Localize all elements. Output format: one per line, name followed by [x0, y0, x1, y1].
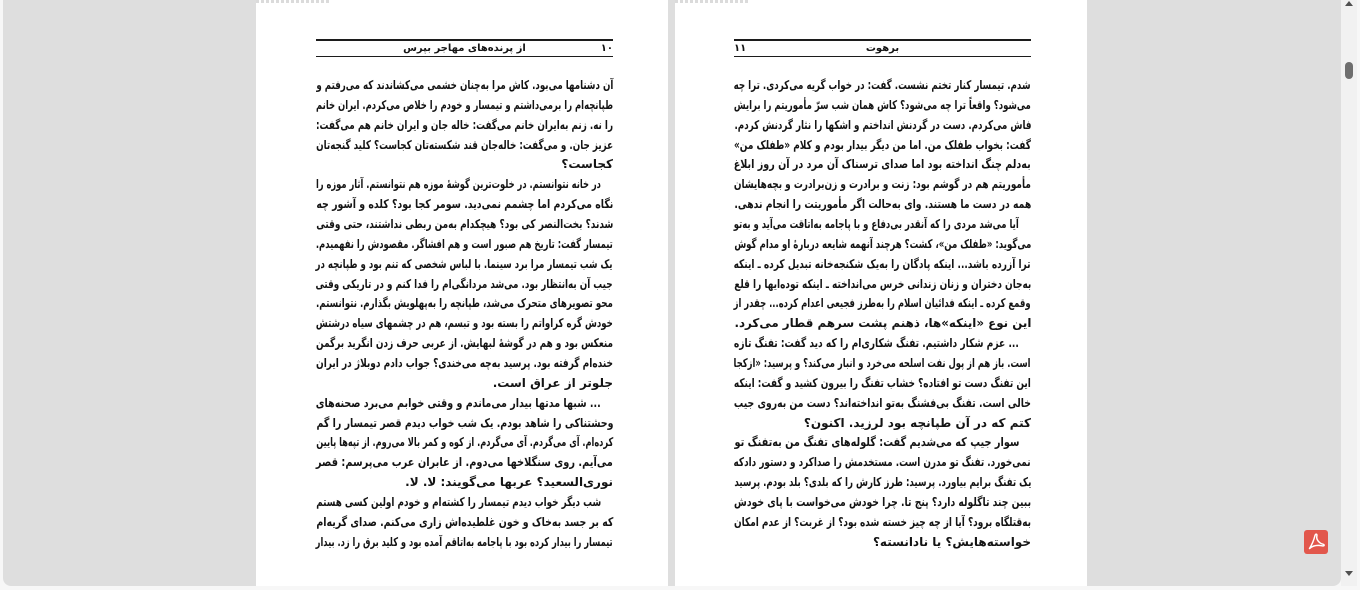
text-line-content: می‌شود؟ واقعاً ترا چه می‌شود؟ کاش همان شب سرّ مأموریتم را برایش [734, 97, 1031, 112]
text-line-content: که بر جسد به‌خاک و خون غلطیده‌اش زاری می‌کنم. صدای گریه‌ام [316, 514, 613, 529]
text-line [734, 433, 1031, 453]
text-line [316, 414, 613, 434]
text-line-content: همه در دست ما هستند. وای به‌حالت اگر مأموریتت را انجام ندهی. [734, 197, 1031, 212]
text-line [734, 314, 1031, 334]
text-line-content: را نه. زنم به‌ایران خانم می‌گفت: خاله جان و ایران خانم هم می‌گفت: [316, 117, 613, 132]
scroll-down-arrow-icon[interactable] [1345, 571, 1353, 576]
pdf-viewer-canvas [3, 0, 1341, 586]
vertical-scrollbar[interactable] [1341, 0, 1357, 586]
text-line-content: ببین چند تاگلوله دارد؟ پنج تا. چرا خودش می‌خواست با پای خودش [734, 495, 1031, 510]
text-line-content: خودش گره کراواتم را بسته بود و تبسم، هم در چشمهای سیاه درشتش [316, 316, 613, 331]
text-line-content: شدند؟ بخت‌النصر کی بود؟ هیچکدام به‌من ربطی نداشتند، حتی وقتی [316, 217, 613, 232]
text-line-content: گفت: بخواب طفلک من. اما من دیگر بیدار بودم و کلام «طفلک من» [734, 137, 1031, 152]
text-line [734, 215, 1031, 235]
text-line [316, 294, 613, 314]
text-line [734, 136, 1031, 156]
page-watermark [675, 0, 748, 3]
text-line-content: جلوتر از عراق است. [492, 375, 613, 390]
text-line-content: خنده‌ام گرفته بود. پرسید به‌چه می‌خندی؟ جواب دادم دوبلاژ در ایران [316, 356, 613, 371]
text-line-content: خواسته‌هایش؟ یا نادانسته؟ [872, 534, 1031, 549]
text-line-content: محو تصویرهای متحرک می‌شد، طپانچه را به‌پهلویش بگذارم. نتوانستم. [316, 296, 613, 311]
text-line [734, 116, 1031, 136]
text-line-content: در خانه نتوانستم. در خلوت‌ترین گوشهٔ موزه هم نتوانستم. آثار موزه را [316, 177, 601, 192]
text-line-content: ... عزم شکار داشتیم. تفنگ شکاری‌ام را که دید گفت: تفنگ تازه [734, 336, 1019, 351]
text-line-content: به‌جان دختران و زنان زندانی خرس می‌انداخته ـ اینکه توده‌ایها را قلع [734, 276, 1031, 291]
text-line-content: کتم که در آن طپانچه بود لرزید. اکنون؟ [803, 415, 1031, 430]
text-line-content: یک شب تیمسار مرا برد سینما. با لباس شخصی که تنم بود و طپانچه در [316, 256, 613, 271]
page-right [675, 0, 1087, 586]
text-line [316, 394, 613, 414]
text-line [734, 394, 1031, 414]
text-line [316, 334, 613, 354]
running-header [734, 41, 1031, 56]
text-line-content: این نوع «اینکه»ها، ذهنم پشت سرهم قطار می‌کرد. [734, 316, 1031, 331]
text-line-content: می‌آیم. روی سنگلاخها می‌دوم. از عابران عرب می‌پرسم: قصر [316, 455, 613, 470]
text-line [316, 453, 613, 473]
text-line [316, 215, 613, 235]
text-line-content: شب دیگر خواب دیدم تیمسار را کشته‌ام و خودم اولین کسی هستم [316, 495, 601, 510]
text-line [316, 136, 613, 156]
text-line [316, 473, 613, 493]
text-line-content: است. باز هم از پول نفت اسلحه می‌خرد و انبار می‌کند؟ و پرسید: «ازکجا [734, 356, 1031, 371]
text-line [316, 493, 613, 513]
page-watermark [256, 0, 329, 3]
text-line [316, 433, 613, 453]
text-line [734, 414, 1031, 434]
text-line [316, 533, 613, 553]
text-line-content: منعکس بود و هم در گوشهٔ لبهایش. از عربی حرف زدن انگرید برگمن [316, 336, 613, 351]
text-line-content: کجاست؟ [561, 157, 613, 172]
text-line [316, 235, 613, 255]
text-line-content: نمی‌خورد. تفنگ تو مدرن است. مستخدمش را صداکرد و دستور دادکه [734, 455, 1031, 470]
page-left [256, 0, 668, 586]
text-line [734, 453, 1031, 473]
page-number: ۱۱ [734, 43, 747, 54]
text-line-content: نگاه می‌کردم اما چشمم نمی‌دید. سومر کجا بود؟ کلده و آشور چه [316, 197, 613, 212]
text-line [734, 76, 1031, 96]
header-rule-bottom [734, 56, 1031, 57]
page-number: ۱۰ [600, 43, 613, 54]
text-line [316, 116, 613, 136]
text-line [734, 533, 1031, 553]
text-line-content: مأموریتم هم در گوشم بود: زنت و برادرت و زن‌برادرت و بچه‌هایشان [734, 177, 1031, 192]
text-line [734, 275, 1031, 295]
text-line [734, 175, 1031, 195]
text-line [734, 155, 1031, 175]
text-line-content: آیا می‌شد مردی را که آنقدر بی‌دفاع و با پاجامه به‌اتاقت می‌آید و به‌تو [734, 217, 1019, 232]
text-line-content: جیب آن به‌انتظار بود. می‌شد مردانگی‌ام را فدا کنم و در تاریکی وقتی [316, 276, 613, 291]
text-line [734, 294, 1031, 314]
text-line-content: فاش می‌کردم. دست در گردنش انداختم و اشکها را نثار گردنش کردم. [734, 117, 1031, 132]
running-title: از پرنده‌های مهاجر بپرس [403, 43, 526, 54]
text-line [316, 513, 613, 533]
scroll-up-arrow-icon[interactable] [1345, 1, 1353, 6]
text-line [316, 195, 613, 215]
text-line-content: طپانچه‌ام را برمی‌داشتم و تیمسار و خودم را خلاص می‌کردم. ایران خانم [316, 97, 613, 112]
text-line [316, 76, 613, 96]
text-line-content: خالی است. تفنگ بی‌فشنگ به‌تو انداخته‌اند؟ دست من به‌روی جیب [734, 395, 1031, 410]
text-line-content: ... شبها مدتها بیدار می‌ماندم و وقتی خوابم می‌برد صحنه‌های [316, 395, 601, 410]
text-line-content: یک تفنگ برایم بیاورد. پرسید: طرز کارش را که بلدی؟ بلد بودم. پرسید [734, 475, 1031, 490]
text-line [316, 175, 613, 195]
text-line-content: می‌گوید: «طفلک من»، کشت؟ هرچند آنهمه شایعه دربارهٔ او مدام گوش [734, 236, 1031, 251]
text-line [734, 96, 1031, 116]
text-line [316, 255, 613, 275]
text-line [734, 334, 1031, 354]
text-line-content: عزیز جان. و می‌گفت: خاله‌جان قند شکسته‌تان کجاست؟ کلید گنجه‌تان [316, 137, 613, 152]
text-line [734, 354, 1031, 374]
open-pdf-button[interactable] [1304, 530, 1328, 554]
text-line-content: به‌قتلگاه برود؟ آیا از چه چیز خسته شده بود؟ از غربت؟ از عدم امکان [734, 514, 1031, 529]
header-rule-bottom [316, 56, 613, 57]
text-line [316, 96, 613, 116]
running-title: برهوت [865, 43, 900, 54]
text-line [316, 275, 613, 295]
text-line-content: سوار جیپ که می‌شدیم گفت: گلوله‌های تفنگ من به‌تفنگ تو [734, 435, 1019, 450]
text-line-content: نوری‌السعید؟ عربها می‌گویند: لا. لا. [405, 475, 613, 490]
text-line-content: به‌دلم چنگ انداخته بود اما صدای ترسناک آن مرد در آن روز ابلاغ [734, 157, 1031, 172]
text-line-content: آن دشنامها می‌بود. کاش مرا به‌چنان خشمی می‌کشاندند که می‌رفتم و [316, 78, 613, 92]
scroll-thumb[interactable] [1345, 62, 1353, 79]
text-line-content: این تفنگ دست تو افتاده؟ خشاب تفنگ را بیرون کشید و گفت: اینکه [734, 375, 1031, 390]
text-line [316, 314, 613, 334]
text-line [316, 354, 613, 374]
text-line [734, 195, 1031, 215]
page-body-text [734, 76, 1031, 553]
pdf-icon [1304, 530, 1328, 554]
text-line-content: شدم. تیمسار کنار تختم نشست. گفت: در خواب گریه می‌کردی. ترا چه [734, 78, 1031, 92]
text-line-content: کرده‌ام. آی می‌گردم. آی می‌گردم. از کوه و کمر بالا می‌روم. از تپه‌ها پایین [316, 435, 613, 450]
text-line [316, 155, 613, 175]
text-line [316, 374, 613, 394]
text-line [734, 473, 1031, 493]
scroll-track[interactable] [1341, 8, 1357, 566]
page-body-text [316, 76, 613, 553]
text-line-content: وقمع کرده ـ اینکه فدائیان اسلام را به‌طرز فجیعی اعدام کرده... چقدر از [734, 296, 1031, 311]
text-line-content: تیمسار را بیدار کرده بود با پاجامه به‌اتاقم آمده بود و کلید برق را زد. بیدار [316, 534, 613, 549]
text-line [734, 235, 1031, 255]
text-line-content: ترا آزرده باشد... اینکه پادگان را به‌یک شکنجه‌خانه تبدیل کرده ـ اینکه [734, 256, 1031, 271]
text-line-content: وحشتناکی را شاهد بودم. یک شب خواب دیدم قصر تیمسار را گم [316, 415, 613, 430]
text-line [734, 255, 1031, 275]
running-header [316, 41, 613, 56]
text-line [734, 374, 1031, 394]
text-line [734, 513, 1031, 533]
text-line-content: تیمسار گفت: تاریخ هم صبور است و هم افشاگر. مقصودش را نفهمیدم. [316, 236, 613, 251]
text-line [734, 493, 1031, 513]
